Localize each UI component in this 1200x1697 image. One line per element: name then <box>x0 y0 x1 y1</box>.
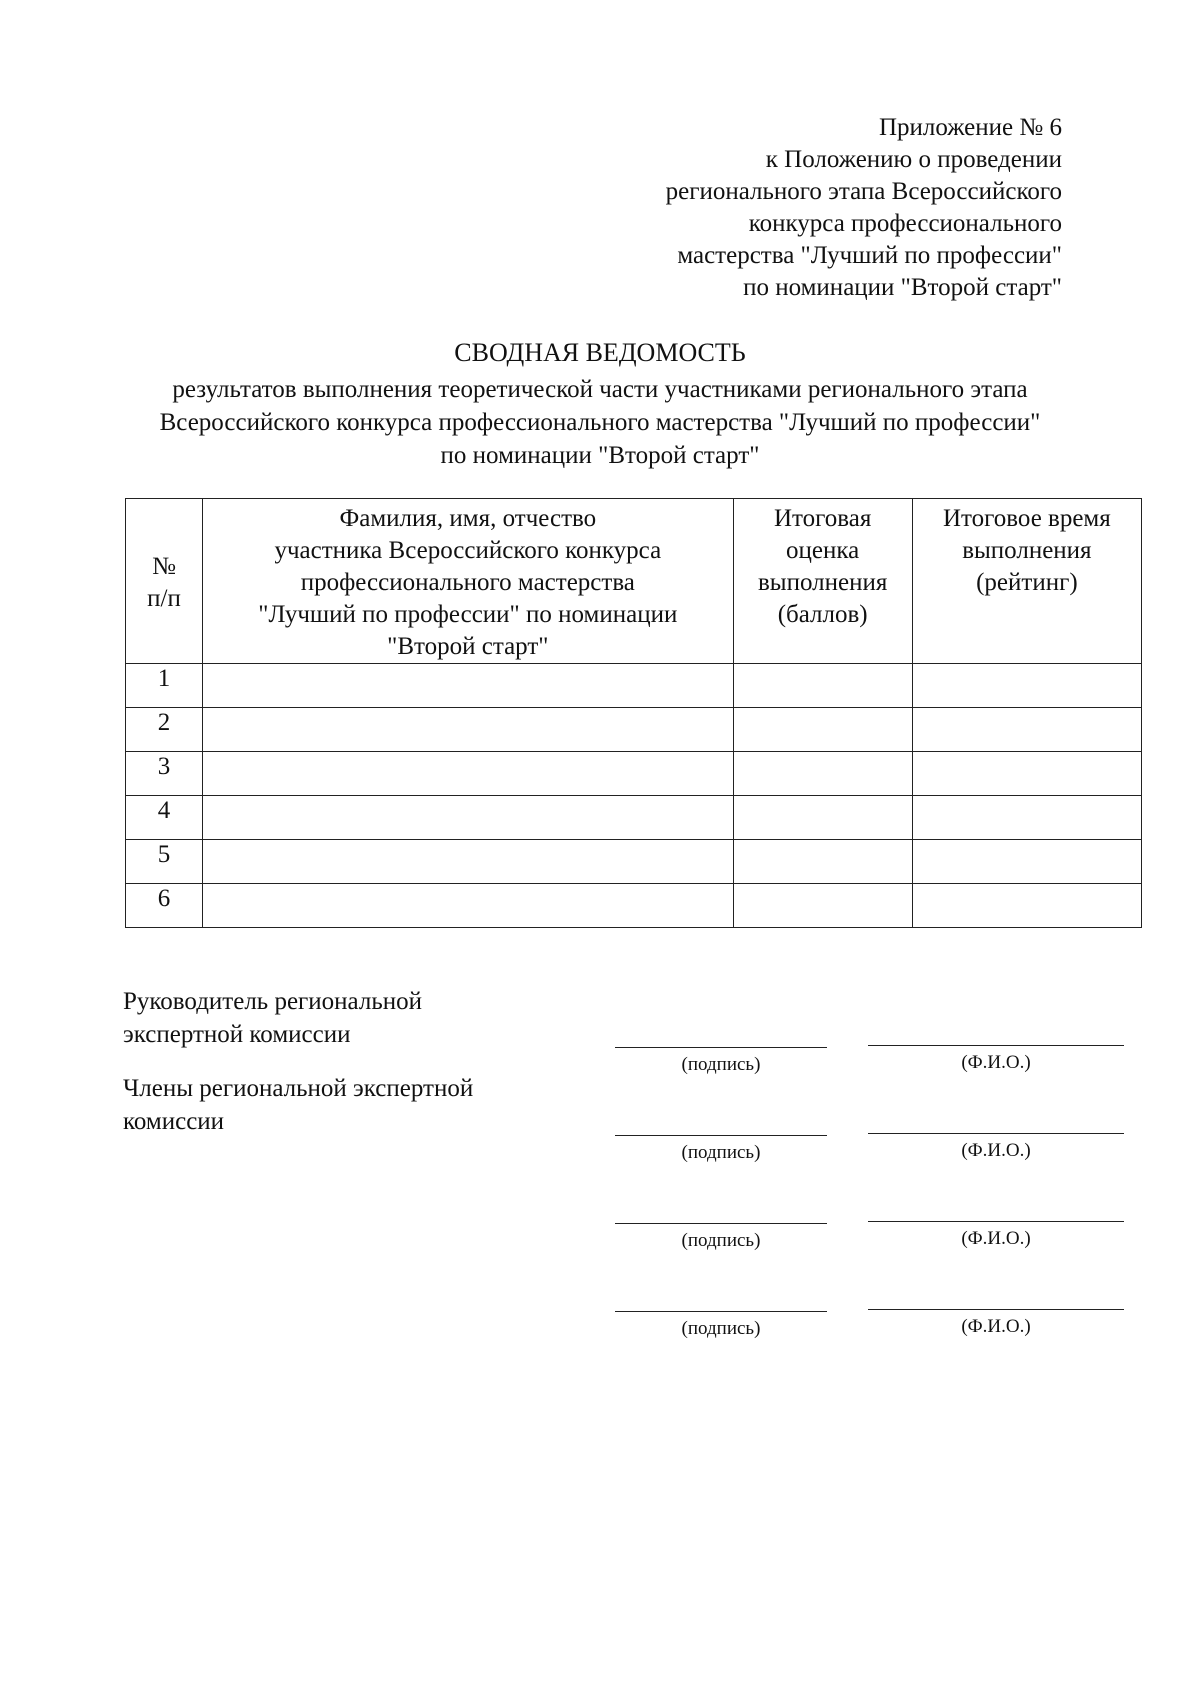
row-number: 3 <box>126 752 203 796</box>
participant-cell[interactable] <box>203 752 734 796</box>
name-caption: (Ф.И.О.) <box>961 1228 1031 1249</box>
participant-cell[interactable] <box>203 840 734 884</box>
table-row <box>126 796 1142 840</box>
score-cell[interactable] <box>733 796 912 840</box>
header-text: выполнения <box>757 569 888 596</box>
header-text: выполнения <box>962 537 1092 564</box>
table-row <box>126 664 1142 708</box>
row-number: 1 <box>126 664 203 708</box>
participant-cell[interactable] <box>203 884 734 928</box>
score-cell[interactable] <box>733 840 912 884</box>
time-cell[interactable] <box>912 884 1141 928</box>
score-cell[interactable] <box>733 752 912 796</box>
appendix-line: конкурса профессионального <box>748 210 1062 237</box>
label-line: экспертной комиссии <box>123 1021 351 1048</box>
header-text: "Второй старт" <box>387 633 549 660</box>
header-final-score <box>733 499 912 664</box>
row-number: 4 <box>126 796 203 840</box>
label-line: Члены региональной экспертной <box>123 1075 474 1102</box>
name-line[interactable] <box>868 1221 1124 1222</box>
header-number <box>126 499 203 664</box>
subtitle-line: Всероссийского конкурса профессионального мастерства "Лучший по профессии" <box>159 409 1041 436</box>
appendix-line: мастерства "Лучший по профессии" <box>677 242 1062 269</box>
table-row <box>126 884 1142 928</box>
header-final-time <box>912 499 1141 664</box>
name-caption: (Ф.И.О.) <box>961 1316 1031 1337</box>
time-cell[interactable] <box>912 840 1141 884</box>
commission-members-label <box>123 1072 473 1138</box>
header-text: (рейтинг) <box>976 569 1078 596</box>
appendix-line: к Положению о проведении <box>765 146 1062 173</box>
signature-line[interactable] <box>615 1311 827 1312</box>
time-cell[interactable] <box>912 752 1141 796</box>
row-number: 6 <box>126 884 203 928</box>
row-number: 5 <box>126 840 203 884</box>
table-header-row <box>126 499 1142 664</box>
header-text: профессионального мастерства <box>300 569 635 596</box>
document-subtitle <box>0 373 1200 472</box>
appendix-line: Приложение № 6 <box>878 114 1062 141</box>
document-title: СВОДНАЯ ВЕДОМОСТЬ <box>454 338 746 367</box>
header-text: "Лучший по профессии" по номинации <box>258 601 678 628</box>
head-of-commission-label <box>123 985 422 1051</box>
signature-caption: (подпись) <box>681 1054 761 1075</box>
header-text: Фамилия, имя, отчество <box>339 505 597 532</box>
participant-cell[interactable] <box>203 796 734 840</box>
signature-caption: (подпись) <box>681 1230 761 1251</box>
appendix-line: по номинации "Второй старт" <box>743 274 1062 301</box>
signature-caption: (подпись) <box>681 1318 761 1339</box>
table-row <box>126 752 1142 796</box>
score-cell[interactable] <box>733 884 912 928</box>
name-line[interactable] <box>868 1133 1124 1134</box>
time-cell[interactable] <box>912 664 1141 708</box>
header-text: Итоговая <box>773 505 872 532</box>
row-number: 2 <box>126 708 203 752</box>
subtitle-line: по номинации "Второй старт" <box>440 442 760 469</box>
time-cell[interactable] <box>912 708 1141 752</box>
name-line[interactable] <box>868 1309 1124 1310</box>
name-line[interactable] <box>868 1045 1124 1046</box>
label-line: комиссии <box>123 1108 225 1135</box>
name-caption: (Ф.И.О.) <box>961 1052 1031 1073</box>
score-cell[interactable] <box>733 664 912 708</box>
appendix-note <box>502 112 1062 304</box>
header-text: Итоговое время <box>942 505 1111 532</box>
time-cell[interactable] <box>912 796 1141 840</box>
table-row <box>126 840 1142 884</box>
signature-caption: (подпись) <box>681 1142 761 1163</box>
table-row <box>126 708 1142 752</box>
label-line: Руководитель региональной <box>123 988 422 1015</box>
participant-cell[interactable] <box>203 708 734 752</box>
signature-line[interactable] <box>615 1135 827 1136</box>
header-text: участника Всероссийского конкурса <box>274 537 662 564</box>
results-table <box>125 498 1142 928</box>
participant-cell[interactable] <box>203 664 734 708</box>
header-text: № <box>152 553 176 580</box>
appendix-line: регионального этапа Всероссийского <box>665 178 1062 205</box>
signature-line[interactable] <box>615 1047 827 1048</box>
name-caption: (Ф.И.О.) <box>961 1140 1031 1161</box>
header-text: (баллов) <box>777 601 868 628</box>
header-text: оценка <box>786 537 860 564</box>
signature-line[interactable] <box>615 1223 827 1224</box>
score-cell[interactable] <box>733 708 912 752</box>
header-participant-name <box>203 499 734 664</box>
header-text: п/п <box>147 585 181 612</box>
subtitle-line: результатов выполнения теоретической части участниками регионального этапа <box>172 376 1028 403</box>
